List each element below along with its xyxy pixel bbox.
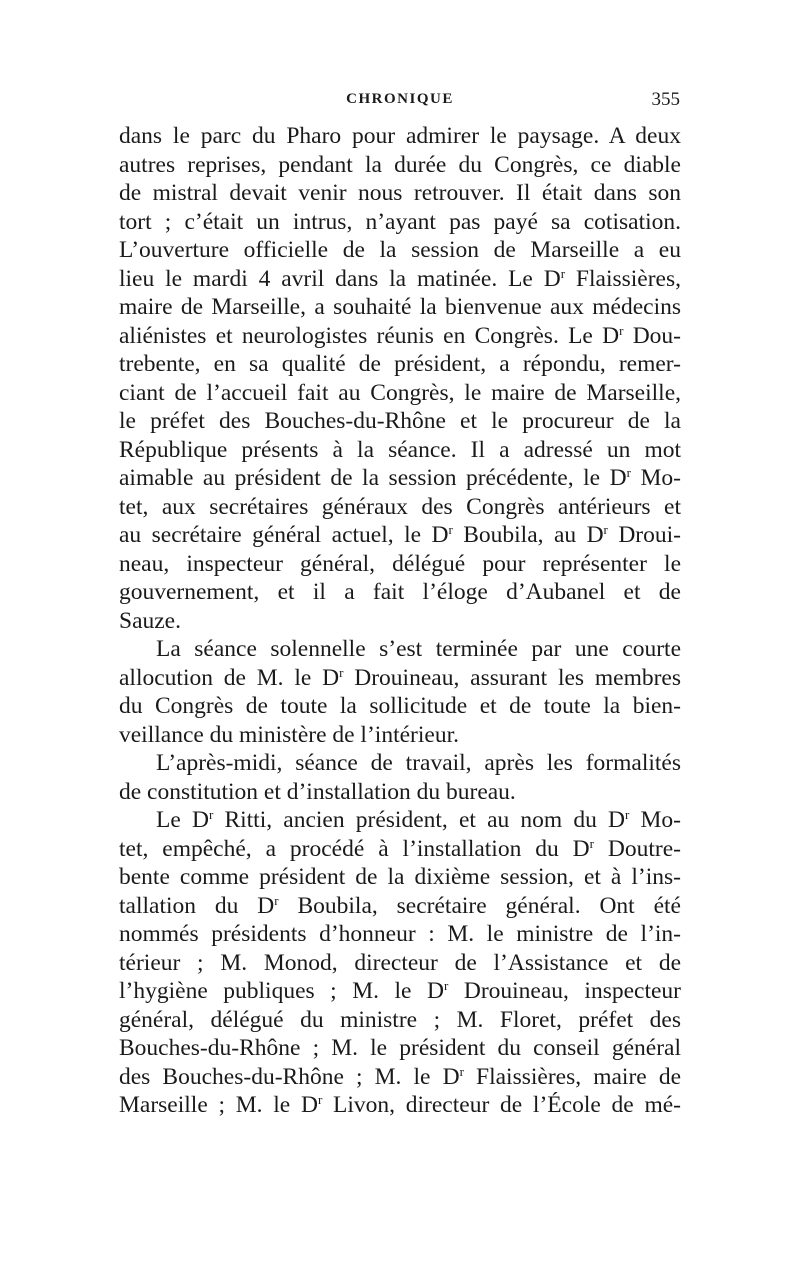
text-line [119,1091,681,1120]
text-run: L’ouverture officielle de la session de Marseille a eu [119,237,681,263]
text-line [119,208,681,237]
text-run: Boubila, secrétaire général. Ont été [278,892,681,919]
text-run: Drouineau, inspecteur [448,978,682,1004]
text-run: de mistral devait venir nous retrouver. Il était dans son [119,180,681,206]
text-line [119,635,681,664]
text-run: L’après-midi, séance de travail, après les formalités [156,750,681,776]
text-line [119,436,681,465]
text-line [119,692,681,721]
superscript: r [619,322,624,338]
text-run: du Congrès de toute la sollicitude et de toute la bien- [119,693,681,719]
superscript: r [339,664,344,680]
text-run: tallation du D [119,892,275,919]
text-line [119,521,681,550]
text-run: République présents à la séance. Il a adressé un mot [119,436,681,463]
text-run: Sauze. [119,607,181,634]
text-run: tort ; c’était un intrus, n’ayant pas payé sa cotisation. [119,208,681,235]
text-run: Boubila, au D [452,522,604,548]
text-run: trebente, en sa qualité de président, a répondu, remer- [119,351,681,377]
text-run: Le D [156,807,209,833]
text-line [119,778,681,807]
text-line [119,493,681,522]
text-run: bente comme président de la dixième session, et à l’ins- [119,864,681,890]
text-run: des Bouches-du-Rhône ; M. le D [119,1063,460,1090]
body-text [119,122,681,1120]
text-line [119,920,681,949]
text-line [119,607,681,636]
text-line [119,835,681,864]
text-line [119,749,681,778]
page-number: 355 [651,89,680,110]
superscript: r [317,1092,323,1107]
text-line [119,350,681,379]
text-line [119,550,681,579]
superscript: r [208,807,214,822]
text-run: Doutre- [593,835,681,862]
text-line [119,236,681,265]
text-run: lieu le mardi 4 avril dans la matinée. Le D [119,265,561,292]
text-run: Bouches-du-Rhône ; M. le président du conseil général [119,1035,681,1061]
text-run: Marseille ; M. le D [119,1092,318,1118]
text-line [119,379,681,408]
text-line [119,1063,681,1092]
text-run: Mo- [629,807,681,833]
superscript: r [589,835,594,851]
text-run: Drouineau, assurant les membres [343,664,682,691]
text-run: au secrétaire général actuel, le D [119,522,449,548]
text-run: gouvernement, et il a fait l’éloge d’Aubanel et de [119,579,681,605]
text-line [119,578,681,607]
text-run: Droui- [607,522,681,548]
text-line [119,863,681,892]
superscript: r [274,892,279,908]
superscript: r [448,522,453,537]
text-line [119,464,681,493]
text-line [119,949,681,978]
text-run: veillance du ministère de l’intérieur. [119,721,459,748]
text-line [119,151,681,180]
text-run: de constitution et d’installation du bureau. [119,778,516,805]
text-line [119,407,681,436]
text-run: tet, aux secrétaires généraux des Congrès antérieurs et [119,493,681,520]
text-run: tet, empêché, a procédé à l’installation du D [119,835,590,862]
text-run: Flaissières, [565,265,682,292]
text-run: ciant de l’accueil fait au Congrès, le maire de Marseille, [119,379,681,406]
text-line [119,977,681,1006]
text-run: dans le parc du Pharo pour admirer le paysage. A deux [119,123,681,149]
text-run: général, délégué du ministre ; M. Floret, préfet des [119,1006,681,1033]
superscript: r [603,522,608,537]
text-run: La séance solennelle s’est terminée par une courte [156,636,681,662]
text-line [119,122,681,151]
text-run: aimable au président de la session précédente, le D [119,465,627,491]
text-line [119,293,681,322]
text-line [119,1034,681,1063]
text-line [119,1006,681,1035]
running-title: CHRONIQUE [346,91,454,107]
text-line [119,322,681,351]
superscript: r [625,807,630,822]
text-line [119,179,681,208]
text-line [119,892,681,921]
text-run: allocution de M. le D [119,664,340,691]
text-run: aliénistes et neurologistes réunis en Congrès. Le D [119,322,620,349]
text-run: Livon, directeur de l’École de mé- [322,1092,681,1118]
text-line [119,806,681,835]
superscript: r [459,1063,464,1079]
text-line [119,664,681,693]
superscript: r [560,265,566,281]
text-line [119,721,681,750]
text-run: maire de Marseille, a souhaité la bienvenue aux médecins [119,294,681,320]
text-line [119,265,681,294]
text-run: Mo- [630,465,681,491]
superscript: r [626,465,631,480]
text-run: nommés présidents d’honneur : M. le ministre de l’in- [119,921,681,947]
text-run: neau, inspecteur général, délégué pour représenter le [119,550,681,577]
text-run: Ritti, ancien président, et au nom du D [213,807,626,833]
text-run: autres reprises, pendant la durée du Congrès, ce diable [119,151,681,178]
text-run: Flaissières, maire de [463,1063,681,1090]
text-run: le préfet des Bouches-du-Rhône et le procureur de la [119,408,681,434]
text-run: Dou- [623,322,682,349]
superscript: r [443,978,449,993]
text-run: l’hygiène publiques ; M. le D [119,978,444,1004]
text-run: térieur ; M. Monod, directeur de l’Assistance et de [119,949,681,976]
running-header [120,91,680,115]
